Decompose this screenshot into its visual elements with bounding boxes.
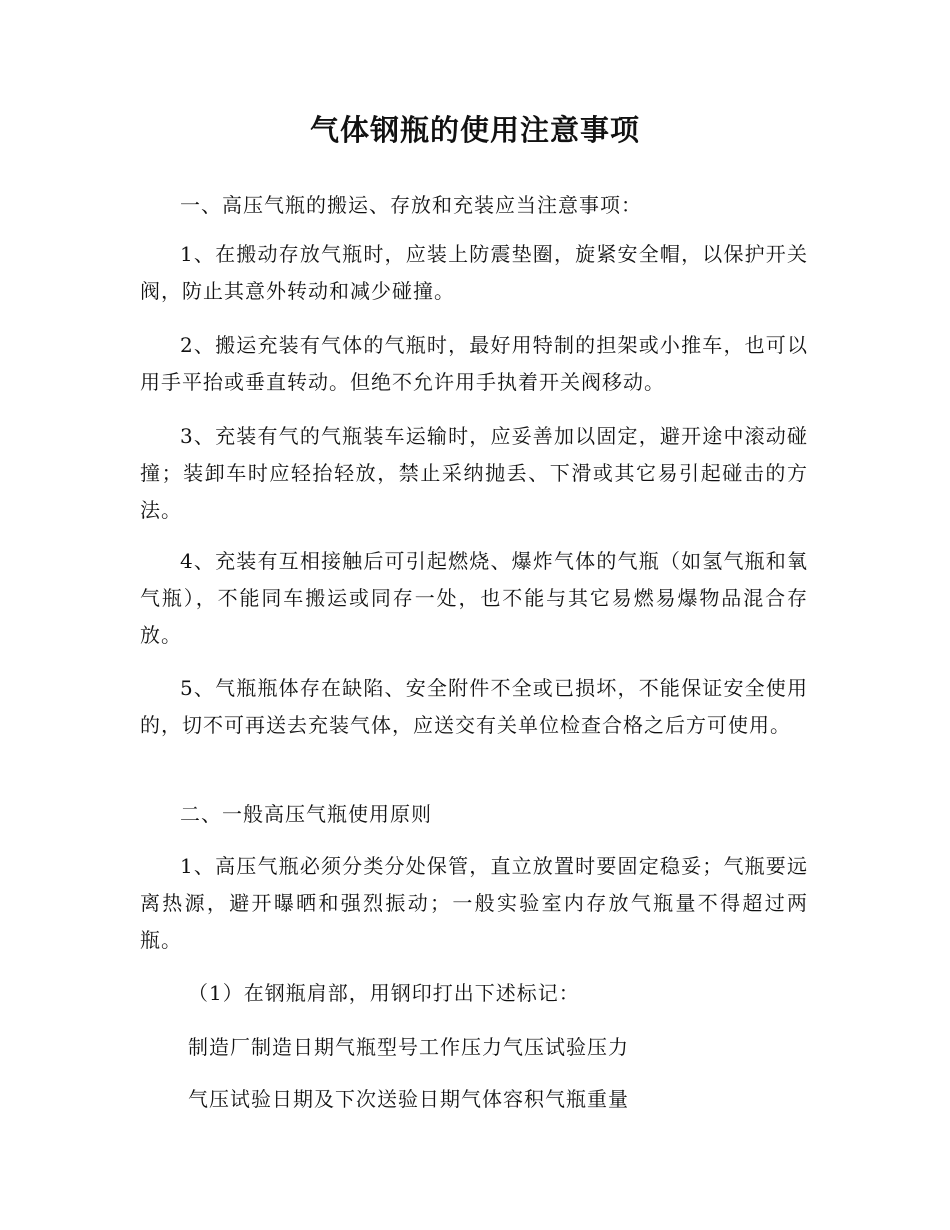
sub-item-1: （1）在钢瓶肩部，用钢印打出下述标记： <box>188 981 580 1005</box>
marking-line-2: 气压试验日期及下次送验日期气体容积气瓶重量 <box>188 1087 629 1111</box>
paragraph-5: 5、气瓶瓶体存在缺陷、安全附件不全或已损坏，不能保证安全使用的，切不可再送去充装气体，应送交有关单位检查合格之后方可使用。 <box>140 676 808 737</box>
paragraph-4: 4、充装有互相接触后可引起燃烧、爆炸气体的气瓶（如氢气瓶和氧气瓶），不能同车搬运或同存一处，也不能与其它易燃易爆物品混合存放。 <box>140 549 808 647</box>
section-2-heading: 二、一般高压气瓶使用原则 <box>180 802 432 826</box>
paragraph-6: 1、高压气瓶必须分类分处保管，直立放置时要固定稳妥；气瓶要远离热源，避开曝晒和强烈振动；一般实验室内存放气瓶量不得超过两瓶。 <box>140 854 808 952</box>
paragraph-3: 3、充装有气的气瓶装车运输时，应妥善加以固定，避开途中滚动碰撞；装卸车时应轻抬轻放，禁止采纳抛丢、下滑或其它易引起碰击的方法。 <box>140 424 808 522</box>
paragraph-2: 2、搬运充装有气体的气瓶时，最好用特制的担架或小推车，也可以用手平抬或垂直转动。但绝不允许用手执着开关阀移动。 <box>140 333 808 394</box>
section-1-heading: 一、高压气瓶的搬运、存放和充装应当注意事项： <box>180 193 642 217</box>
paragraph-1: 1、在搬动存放气瓶时，应装上防震垫圈，旋紧安全帽，以保护开关阀，防止其意外转动和减少碰撞。 <box>140 242 808 303</box>
document-title: 气体钢瓶的使用注意事项 <box>309 113 640 147</box>
marking-line-1: 制造厂制造日期气瓶型号工作压力气压试验压力 <box>188 1035 629 1059</box>
